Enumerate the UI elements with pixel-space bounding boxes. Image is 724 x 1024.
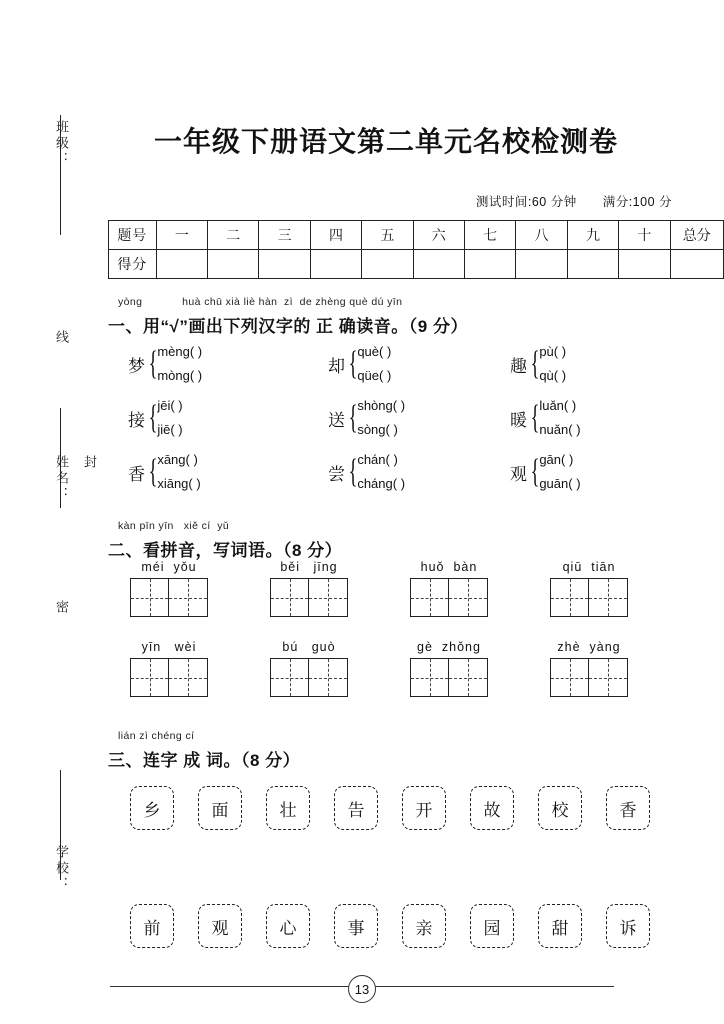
ex3-body: [108, 770, 688, 966]
ex1-item[interactable]: [510, 448, 581, 496]
score-table-cell: 九: [567, 221, 618, 250]
ex1-option[interactable]: gān( ): [539, 452, 574, 467]
ex2-word: [270, 560, 348, 617]
ex2-word: [550, 560, 628, 617]
brace-icon: {: [148, 453, 158, 490]
tianzige-cell[interactable]: [550, 578, 589, 617]
score-table-cell: 一: [156, 221, 207, 250]
ex1-heading: 一、用“√”画出下列汉字的 正 确读音。（9 分）: [108, 317, 468, 336]
ex1-option[interactable]: qù( ): [539, 368, 567, 383]
score-table: [108, 220, 724, 279]
tianzige-grid[interactable]: [130, 658, 208, 697]
tianzige-cell[interactable]: [410, 658, 449, 697]
page-title: 一年级下册语文第二单元名校检测卷: [153, 126, 618, 157]
ex1-option[interactable]: sòng( ): [357, 422, 398, 437]
tianzige-cell[interactable]: [550, 658, 589, 697]
ex1-char: 却: [328, 356, 345, 376]
score-table-cell: 二: [208, 221, 259, 250]
score-table-cell: 八: [516, 221, 567, 250]
brace-icon: {: [348, 399, 358, 436]
tianzige-cell[interactable]: [169, 658, 208, 697]
word-card[interactable]: 园: [470, 904, 514, 948]
score-input-cell[interactable]: [362, 250, 413, 279]
brace-icon: {: [148, 345, 158, 382]
ex1-char: 暖: [510, 410, 527, 430]
brace-icon: {: [530, 345, 540, 382]
word-card[interactable]: 诉: [606, 904, 650, 948]
ex2-word: [270, 640, 348, 697]
table-row: [109, 250, 724, 279]
margin-label-seal-mi: 密: [54, 600, 69, 616]
ex1-option[interactable]: mèng( ): [157, 344, 203, 359]
tianzige-grid[interactable]: [550, 578, 628, 617]
ex1-option[interactable]: pù( ): [539, 344, 567, 359]
score-input-cell[interactable]: [413, 250, 464, 279]
score-table-cell: 七: [464, 221, 515, 250]
score-input-cell[interactable]: [619, 250, 670, 279]
margin-label-school: 学校：: [54, 845, 69, 893]
ex1-pinyin: yòng huà chū xià liè hàn zì de zhèng què dú yīn: [118, 296, 403, 308]
ex2-pinyin-label: bú guò: [282, 640, 336, 654]
score-input-cell[interactable]: [310, 250, 361, 279]
word-card[interactable]: 亲: [402, 904, 446, 948]
exam-total-score: 满分:100 分: [602, 195, 672, 209]
score-table-cell: 总分: [670, 221, 723, 250]
ex1-char: 香: [128, 464, 145, 484]
ex2-pinyin-label: zhè yàng: [557, 640, 621, 654]
margin-label-class: 班级：: [54, 120, 69, 168]
ex1-char: 送: [328, 410, 345, 430]
tianzige-cell[interactable]: [309, 658, 348, 697]
tianzige-grid[interactable]: [270, 658, 348, 697]
score-input-cell[interactable]: [259, 250, 310, 279]
word-card[interactable]: 校: [538, 786, 582, 830]
ex1-item[interactable]: [128, 448, 201, 496]
ex1-option[interactable]: nuǎn( ): [539, 422, 581, 437]
ex2-word: [550, 640, 628, 697]
ex1-option[interactable]: guān( ): [539, 476, 581, 491]
ex2-pinyin-label: yīn wèi: [141, 640, 197, 654]
score-input-cell[interactable]: [464, 250, 515, 279]
word-card[interactable]: 事: [334, 904, 378, 948]
ex1-item[interactable]: [328, 448, 405, 496]
word-card[interactable]: 心: [266, 904, 310, 948]
ex1-body: [110, 340, 670, 502]
ex1-item[interactable]: [128, 340, 202, 388]
ex3-heading: 三、连字 成 词。（8 分）: [108, 751, 301, 770]
score-table-cell: 三: [259, 221, 310, 250]
tianzige-cell[interactable]: [410, 578, 449, 617]
ex3-row-bottom: [108, 904, 688, 966]
tianzige-grid[interactable]: [270, 578, 348, 617]
score-input-cell[interactable]: [156, 250, 207, 279]
word-card[interactable]: 甜: [538, 904, 582, 948]
score-input-cell[interactable]: [670, 250, 723, 279]
score-table-cell: 六: [413, 221, 464, 250]
exam-meta: [454, 192, 672, 210]
ex2-pinyin: kàn pīn yīn xiě cí yǔ: [118, 520, 230, 532]
tianzige-cell[interactable]: [130, 658, 169, 697]
ex1-option[interactable]: mòng( ): [157, 368, 203, 383]
score-table-cell: 十: [619, 221, 670, 250]
ex2-pinyin-label: gè zhǒng: [417, 640, 481, 654]
ex1-char: 接: [128, 410, 145, 430]
ex1-row: [110, 340, 670, 394]
brace-icon: {: [148, 399, 158, 436]
word-card[interactable]: 面: [198, 786, 242, 830]
tianzige-cell[interactable]: [589, 658, 628, 697]
tianzige-cell[interactable]: [130, 578, 169, 617]
margin-label-seal-feng: 封: [82, 455, 97, 471]
word-card[interactable]: 开: [402, 786, 446, 830]
tianzige-cell[interactable]: [270, 578, 309, 617]
left-margin-strip: [0, 0, 96, 1024]
ex1-row: [110, 394, 670, 448]
ex1-item[interactable]: [328, 340, 391, 388]
tianzige-grid[interactable]: [550, 658, 628, 697]
score-table-cell: 题号: [109, 221, 157, 250]
brace-icon: {: [530, 399, 540, 436]
brace-icon: {: [348, 345, 358, 382]
ex1-option[interactable]: xāng( ): [157, 452, 198, 467]
ex1-char: 趣: [510, 356, 527, 376]
ex2-pinyin-label: méi yǒu: [141, 560, 197, 574]
word-card[interactable]: 故: [470, 786, 514, 830]
ex3-pinyin: lián zì chéng cí: [118, 730, 195, 742]
ex1-item[interactable]: [510, 340, 566, 388]
tianzige-cell[interactable]: [169, 578, 208, 617]
ex1-option[interactable]: shòng( ): [357, 398, 406, 413]
ex2-row: [108, 640, 688, 720]
page-number: 13: [348, 975, 376, 1003]
tianzige-grid[interactable]: [410, 578, 488, 617]
ex2-word: [410, 560, 488, 617]
ex1-option[interactable]: jiē( ): [157, 422, 183, 437]
tianzige-grid[interactable]: [410, 658, 488, 697]
word-card[interactable]: 壮: [266, 786, 310, 830]
table-row: [109, 221, 724, 250]
ex1-option[interactable]: qüe( ): [357, 368, 392, 383]
ex2-pinyin-label: huǒ bàn: [420, 560, 478, 574]
score-table-cell: 四: [310, 221, 361, 250]
brace-icon: {: [348, 453, 358, 490]
score-input-cell[interactable]: [208, 250, 259, 279]
margin-label-line: 线: [54, 330, 69, 346]
score-table-cell: 五: [362, 221, 413, 250]
ex2-word: [130, 640, 208, 697]
word-card[interactable]: 告: [334, 786, 378, 830]
ex2-word: [130, 560, 208, 617]
brace-icon: {: [530, 453, 540, 490]
tianzige-grid[interactable]: [130, 578, 208, 617]
ex1-char: 梦: [128, 356, 145, 376]
ex1-option[interactable]: què( ): [357, 344, 392, 359]
word-card[interactable]: 乡: [130, 786, 174, 830]
ex2-row: [108, 560, 688, 640]
ex2-body: [108, 560, 688, 720]
ex1-item[interactable]: [128, 394, 183, 442]
ex3-row-top: [108, 786, 688, 848]
ex2-heading: 二、看拼音，写词语。（8 分）: [108, 541, 343, 560]
ex1-option[interactable]: cháng( ): [357, 476, 406, 491]
tianzige-cell[interactable]: [449, 658, 488, 697]
ex2-word: [410, 640, 488, 697]
ex1-option[interactable]: chán( ): [357, 452, 398, 467]
ex1-char: 观: [510, 464, 527, 484]
tianzige-cell[interactable]: [309, 578, 348, 617]
ex1-option[interactable]: jēi( ): [157, 398, 183, 413]
score-input-cell[interactable]: [516, 250, 567, 279]
ex1-item[interactable]: [510, 394, 581, 442]
ex2-pinyin-label: běi jīng: [280, 560, 338, 574]
exam-duration: 测试时间:60 分钟: [475, 195, 577, 209]
margin-label-name: 姓名：: [54, 455, 69, 503]
tianzige-cell[interactable]: [449, 578, 488, 617]
ex2-pinyin-label: qiū tiān: [562, 560, 616, 574]
ex1-option[interactable]: xiāng( ): [157, 476, 201, 491]
word-card[interactable]: 香: [606, 786, 650, 830]
ex1-char: 尝: [328, 464, 345, 484]
tianzige-cell[interactable]: [270, 658, 309, 697]
ex1-row: [110, 448, 670, 502]
word-card[interactable]: 前: [130, 904, 174, 948]
score-input-cell[interactable]: [567, 250, 618, 279]
ex1-option[interactable]: luǎn( ): [539, 398, 577, 413]
ex1-item[interactable]: [328, 394, 405, 442]
tianzige-cell[interactable]: [589, 578, 628, 617]
word-card[interactable]: 观: [198, 904, 242, 948]
score-table-cell: 得分: [109, 250, 157, 279]
